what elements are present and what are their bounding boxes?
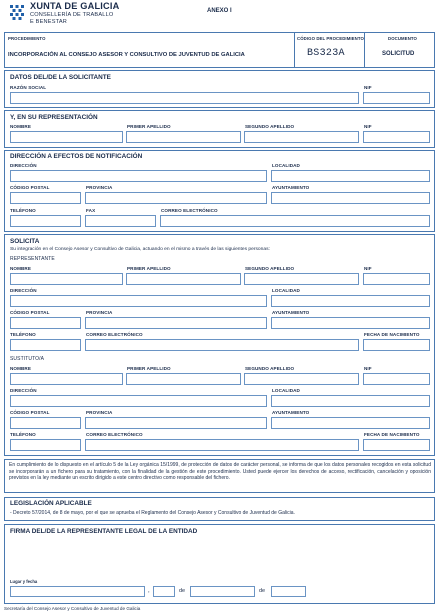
notification-title: DIRECCIÓN A EFECTOS DE NOTIFICACIÓN — [10, 153, 143, 160]
req-rep-nombre-label: NOMBRE — [10, 266, 32, 271]
rep-nif-label: NIF — [364, 124, 372, 129]
signature-title: FIRMA DEL/DE LA REPRESENTANTE LEGAL DE LA ENTIDAD — [10, 528, 198, 535]
req-rep-telefono-field[interactable] — [10, 339, 81, 351]
req-sus-provincia-label: PROVINCIA — [86, 410, 113, 415]
razon-social-field[interactable] — [10, 92, 359, 104]
req-sus-segundo-apellido-label: SEGUNDO APELLIDO — [245, 366, 295, 371]
applicant-nif-label: NIF — [364, 85, 372, 90]
document-label: DOCUMENTO — [388, 36, 417, 41]
req-sus-primer-apellido-field[interactable] — [126, 373, 241, 385]
year-field[interactable] — [271, 586, 306, 597]
req-rep-fecha-nac-label: FECHA DE NACIMIENTO — [364, 332, 420, 337]
rep-nombre-field[interactable] — [10, 131, 123, 143]
req-sus-nif-label: NIF — [364, 366, 372, 371]
req-rep-telefono-label: TELÉFONO — [10, 332, 36, 337]
dept-line-2: E BENESTAR — [30, 19, 68, 25]
de-label-2: de — [259, 588, 266, 594]
de-label-1: de — [179, 588, 186, 594]
req-rep-provincia-label: PROVINCIA — [86, 310, 113, 315]
req-rep-ayuntamiento-field[interactable] — [271, 317, 430, 329]
req-sus-primer-apellido-label: PRIMER APELLIDO — [127, 366, 171, 371]
req-rep-segundo-apellido-field[interactable] — [244, 273, 359, 285]
req-sus-localidad-field[interactable] — [271, 395, 430, 407]
req-sus-direccion-field[interactable] — [10, 395, 267, 407]
req-rep-primer-apellido-label: PRIMER APELLIDO — [127, 266, 171, 271]
request-intro: Su integración en el Consejo Asesor y Consultivo de Galicia, actuando en el mismo a través de las siguientes personas: — [10, 247, 270, 252]
req-rep-nif-field[interactable] — [363, 273, 430, 285]
req-sus-fecha-nac-label: FECHA DE NACIMIENTO — [364, 432, 420, 437]
req-sus-correo-label: CORREO ELECTRÓNICO — [86, 432, 143, 437]
req-rep-fecha-nac-field[interactable] — [363, 339, 430, 351]
document-value: SOLICITUD — [382, 51, 415, 57]
req-sus-ayuntamiento-label: AYUNTAMIENTO — [272, 410, 310, 415]
day-field[interactable] — [153, 586, 175, 597]
org-name: XUNTA DE GALICIA — [30, 1, 120, 11]
rep-segundo-apellido-field[interactable] — [244, 131, 359, 143]
notif-fax-field[interactable] — [85, 215, 156, 227]
req-sus-fecha-nac-field[interactable] — [363, 439, 430, 451]
req-rep-ayuntamiento-label: AYUNTAMIENTO — [272, 310, 310, 315]
notif-direccion-field[interactable] — [10, 170, 267, 182]
req-rep-provincia-field[interactable] — [85, 317, 267, 329]
representation-title: Y, EN SU REPRESENTACIÓN — [10, 114, 98, 121]
notif-ayuntamiento-field[interactable] — [271, 192, 430, 204]
notif-fax-label: FAX — [86, 208, 96, 213]
notif-cp-field[interactable] — [10, 192, 81, 204]
sustituto-subtitle: SUSTITUTO/A — [10, 356, 45, 362]
notif-localidad-field[interactable] — [271, 170, 430, 182]
req-sus-provincia-field[interactable] — [85, 417, 267, 429]
req-sus-cp-label: CÓDIGO POSTAL — [10, 410, 50, 415]
procedure-code-label: CÓDIGO DEL PROCEDIMIENTO — [297, 36, 364, 41]
rep-nombre-label: NOMBRE — [10, 124, 32, 129]
req-rep-correo-label: CORREO ELECTRÓNICO — [86, 332, 143, 337]
req-sus-ayuntamiento-field[interactable] — [271, 417, 430, 429]
notif-telefono-label: TELÉFONO — [10, 208, 36, 213]
representante-subtitle: REPRESENTANTE — [10, 256, 55, 262]
month-field[interactable] — [190, 586, 255, 597]
comma-separator: , — [148, 588, 150, 594]
req-rep-direccion-label: DIRECCIÓN — [10, 288, 37, 293]
request-title: SOLICITA — [10, 238, 40, 245]
procedure-label: PROCEDIMIENTO — [8, 36, 46, 41]
xunta-logo — [6, 2, 28, 24]
req-rep-direccion-field[interactable] — [10, 295, 267, 307]
applicant-title: DATOS DEL/DE LA SOLICITANTE — [10, 74, 111, 81]
req-sus-segundo-apellido-field[interactable] — [244, 373, 359, 385]
req-sus-localidad-label: LOCALIDAD — [272, 388, 300, 393]
req-sus-nombre-field[interactable] — [10, 373, 123, 385]
req-rep-localidad-label: LOCALIDAD — [272, 288, 300, 293]
req-sus-telefono-label: TELÉFONO — [10, 432, 36, 437]
notif-direccion-label: DIRECCIÓN — [10, 163, 37, 168]
notif-correo-field[interactable] — [160, 215, 430, 227]
req-sus-cp-field[interactable] — [10, 417, 81, 429]
xunta-emblem-icon — [6, 2, 28, 24]
req-rep-nif-label: NIF — [364, 266, 372, 271]
req-rep-localidad-field[interactable] — [271, 295, 430, 307]
rep-primer-apellido-label: PRIMER APELLIDO — [127, 124, 171, 129]
notif-telefono-field[interactable] — [10, 215, 81, 227]
legislation-title: LEGISLACIÓN APLICABLE — [10, 500, 92, 507]
notif-provincia-field[interactable] — [85, 192, 267, 204]
req-rep-cp-label: CÓDIGO POSTAL — [10, 310, 50, 315]
req-rep-correo-field[interactable] — [85, 339, 359, 351]
notif-cp-label: CÓDIGO POSTAL — [10, 185, 50, 190]
footer-text: Secretaría del Consejo Asesor y Consultivo de Juventud de Galicia — [4, 606, 141, 611]
procedure-code-value: BS323A — [307, 48, 345, 59]
rep-segundo-apellido-label: SEGUNDO APELLIDO — [245, 124, 295, 129]
req-sus-correo-field[interactable] — [85, 439, 359, 451]
notif-ayuntamiento-label: AYUNTAMIENTO — [272, 185, 310, 190]
procedure-value: INCORPORACIÓN AL CONSEJO ASESOR Y CONSULTIVO DE JUVENTUD DE GALICIA — [8, 52, 245, 58]
razon-social-label: RAZÓN SOCIAL — [10, 85, 47, 90]
notif-localidad-label: LOCALIDAD — [272, 163, 300, 168]
place-date-label: Lugar y fecha — [10, 579, 38, 584]
notif-provincia-label: PROVINCIA — [86, 185, 113, 190]
req-rep-segundo-apellido-label: SEGUNDO APELLIDO — [245, 266, 295, 271]
req-rep-cp-field[interactable] — [10, 317, 81, 329]
req-sus-nif-field[interactable] — [363, 373, 430, 385]
procedure-box — [4, 32, 435, 68]
req-sus-telefono-field[interactable] — [10, 439, 81, 451]
dept-line-1: CONSELLERÍA DE TRABALLO — [30, 12, 114, 18]
req-rep-nombre-field[interactable] — [10, 273, 123, 285]
rep-primer-apellido-field[interactable] — [126, 131, 241, 143]
place-field[interactable] — [10, 586, 145, 597]
rep-nif-field[interactable] — [363, 131, 430, 143]
req-sus-direccion-label: DIRECCIÓN — [10, 388, 37, 393]
req-sus-nombre-label: NOMBRE — [10, 366, 32, 371]
applicant-nif-field[interactable] — [363, 92, 430, 104]
legislation-text: - Decreto 57/2014, de 8 de mayo, por el que se aprueba el Reglamento del Consejo Asesor y Consultivo de Juventud de Galicia. — [10, 510, 295, 516]
annex-label: ANEXO I — [207, 8, 232, 14]
req-rep-primer-apellido-field[interactable] — [126, 273, 241, 285]
notif-correo-label: CORREO ELECTRÓNICO — [161, 208, 218, 213]
privacy-text: En cumplimiento de lo dispuesto en el artículo 5 de la Ley orgánica 15/1999, de protección de datos de carácter personal, se informa de que los datos personales recogidos en esta solicitud se incorporarán a un fichero para su tratamiento, con la finalidad de la gestión de este procedimiento. Usted puede ejercer los derechos de acceso, rectificación, cancelación y oposición previstos en la ley mediante un escrito dirigido a este centro directivo como responsable del fichero. — [9, 462, 431, 482]
